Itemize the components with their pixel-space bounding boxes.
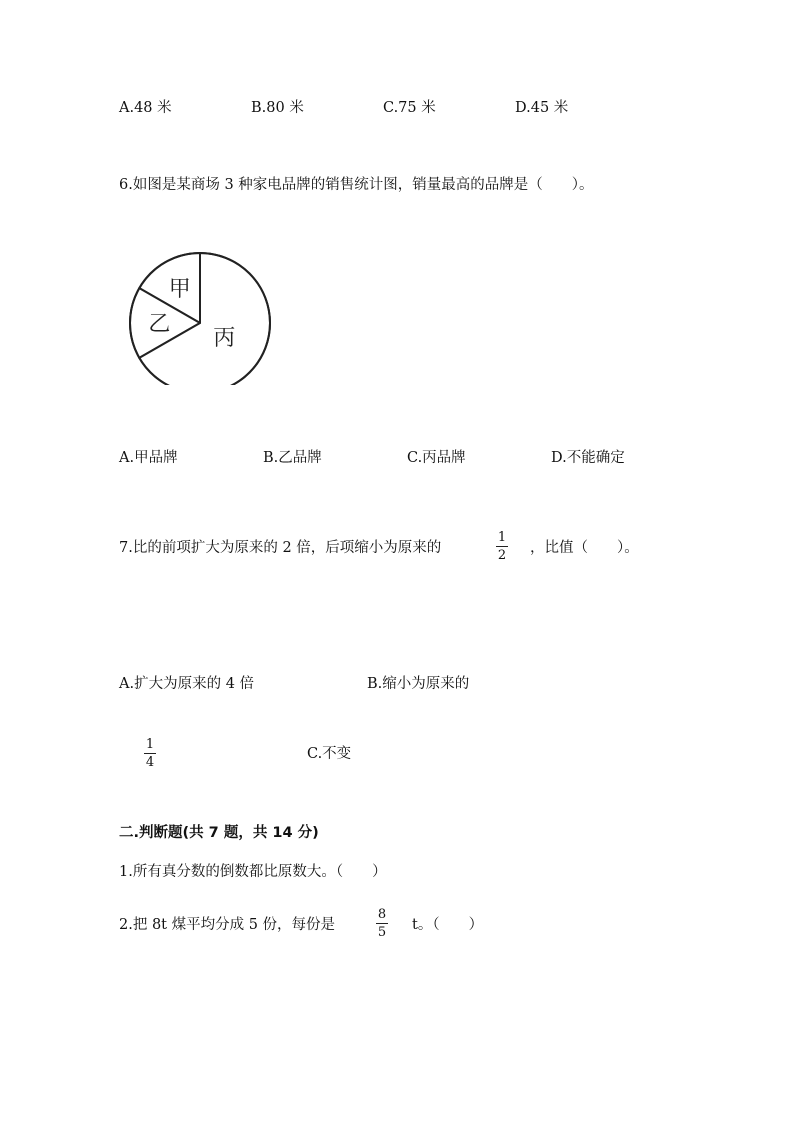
q6-option-c: C.丙品牌 [407,450,466,466]
judge-item-2-denominator: 5 [377,925,387,940]
q7-option-c: C.不变 [307,746,352,762]
q5-option-b: B.80 米 [251,100,304,116]
q7-fraction-denominator: 2 [497,548,507,563]
q6-option-d: D.不能确定 [551,450,625,466]
q6-stem: 6.如图是某商场 3 种家电品牌的销售统计图，销量最高的品牌是（ ）。 [119,177,594,193]
q6-option-a: A.甲品牌 [119,450,178,466]
judge-item-2-before: 2.把 8t 煤平均分成 5 份，每份是 [119,917,336,933]
fraction-bar [496,546,508,547]
q7-option-b-fraction [142,737,158,770]
pie-label-1: 甲 [168,276,191,302]
q7-stem-before: 7.比的前项扩大为原来的 2 倍，后项缩小为原来的 [119,540,442,556]
section-heading: 二.判断题(共 7 题，共 14 分) [119,825,319,841]
q5-option-a: A.48 米 [119,100,172,116]
judge-item-2-numerator: 8 [377,907,387,922]
judge-item-1: 1.所有真分数的倒数都比原数大。（ ） [119,864,387,880]
q7-option-b: B.缩小为原来的 [367,676,470,692]
q5-option-c: C.75 米 [383,100,436,116]
q7-fraction-numerator: 1 [497,530,507,545]
q6-option-b: B.乙品牌 [263,450,322,466]
q7-option-b-numerator: 1 [145,737,155,752]
judge-item-2-fraction [374,907,390,940]
q5-option-d: D.45 米 [515,100,569,116]
pie-label-3: 丙 [213,326,236,351]
q7-stem-fraction [494,530,510,563]
q7-option-a: A.扩大为原来的 4 倍 [119,676,255,692]
pie-chart [124,251,274,385]
pie-label-2: 乙 [148,312,171,337]
q7-stem-after: ，比值（ ）。 [530,540,639,556]
judge-item-2-after: t。（ ） [412,917,484,933]
q7-option-b-denominator: 4 [145,755,155,770]
fraction-bar [376,923,388,924]
fraction-bar [144,753,156,754]
